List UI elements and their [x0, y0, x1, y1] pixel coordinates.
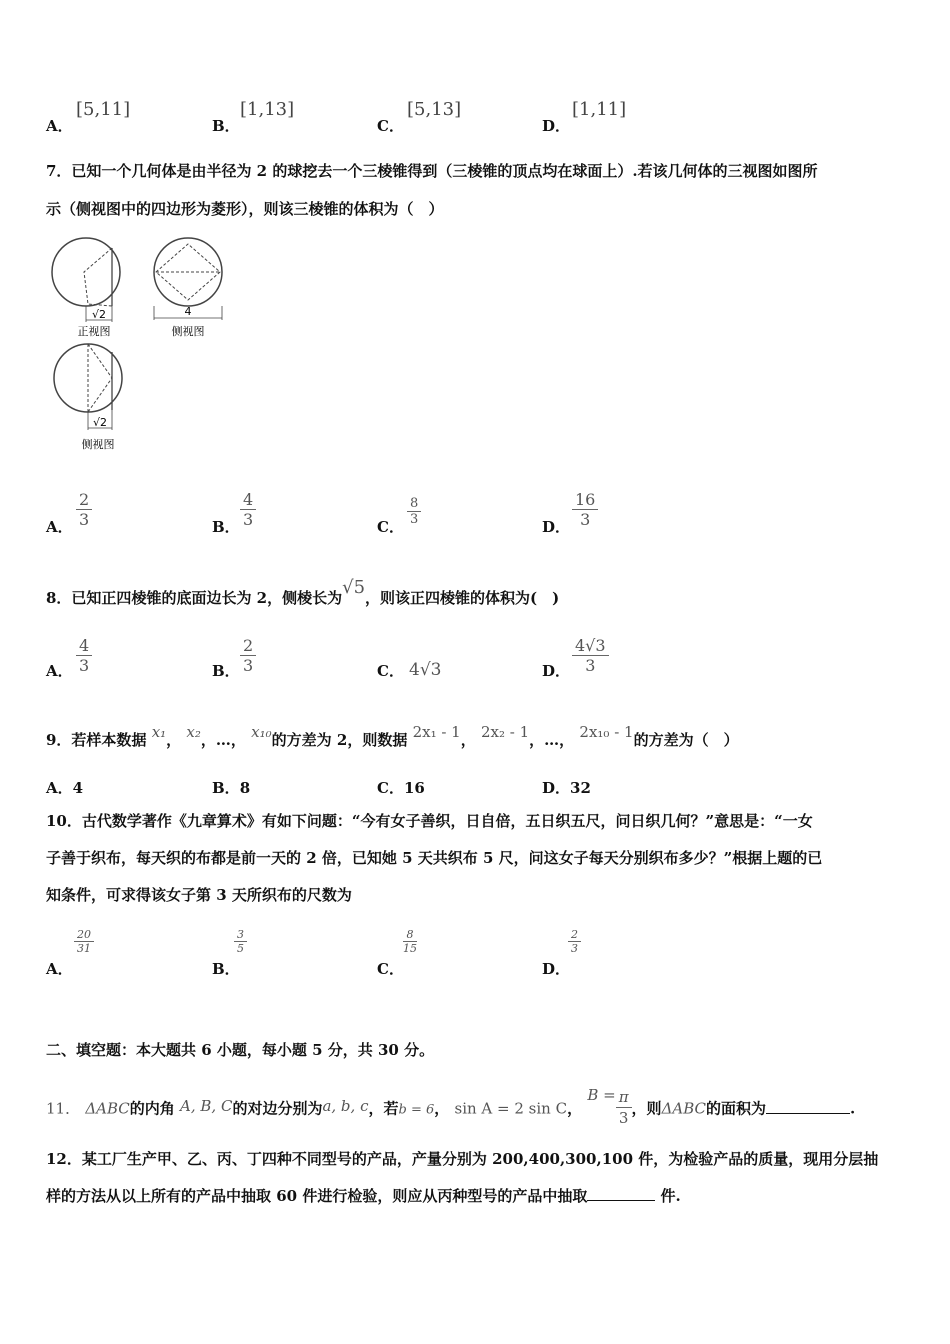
- option-fraction: [76, 636, 92, 675]
- q11-condition-b: b = 6: [398, 1102, 435, 1118]
- q9-expr-2: 2x₂ - 1: [480, 723, 530, 741]
- q11-stem: [46, 1085, 856, 1130]
- fraction-numerator: 4: [79, 636, 90, 655]
- fraction-denominator: 3: [243, 656, 254, 675]
- q8-stem: [46, 577, 560, 608]
- q9-ellipsis: ，…，: [529, 731, 575, 749]
- q9-x2: x₂: [186, 723, 201, 741]
- fraction-numerator: 4: [243, 490, 254, 509]
- fraction-numerator: 16: [575, 490, 596, 509]
- q11-answer-blank[interactable]: [766, 1113, 850, 1114]
- option-letter: D．: [542, 960, 571, 978]
- q9-sep: ，: [460, 731, 476, 749]
- top-view: [54, 344, 122, 430]
- option-letter: D．: [542, 518, 571, 536]
- q9-option-b[interactable]: [212, 777, 250, 798]
- q9-ellipsis: ，…，: [200, 731, 246, 749]
- q9-option-c[interactable]: [377, 777, 425, 798]
- option-letter: A．: [46, 117, 73, 135]
- q11-condition-sin: sin A = 2 sin C: [454, 1099, 568, 1118]
- option-letter: A．: [46, 518, 73, 536]
- fraction-denominator: 3: [585, 656, 596, 675]
- option-letter: B．: [212, 518, 240, 536]
- fraction-numerator: 4√3: [575, 636, 606, 655]
- option-letter: C．: [377, 518, 404, 536]
- option-fraction: [568, 928, 581, 955]
- option-fraction: [234, 928, 247, 955]
- fraction-numerator: 2: [79, 490, 90, 509]
- option-value: [5,11]: [76, 99, 131, 120]
- q11-text: ，: [567, 1099, 583, 1118]
- q11-angle-b: B =: [587, 1085, 616, 1104]
- q11-triangle: ΔABC: [85, 1099, 130, 1118]
- option-letter: C．: [377, 662, 404, 680]
- fraction-denominator: 15: [403, 942, 417, 955]
- fraction-numerator: 8: [410, 496, 419, 511]
- q12-stem-line2: [46, 1186, 681, 1206]
- fraction-denominator: 5: [237, 942, 244, 955]
- fraction-denominator: 3: [571, 942, 578, 955]
- front-view-label: 正视图: [77, 325, 111, 338]
- top-view-dimension: √2: [92, 416, 108, 429]
- q9-text-3: 的方差为（ ）: [633, 731, 739, 749]
- front-view: [52, 238, 120, 322]
- option-value: 16: [403, 779, 425, 797]
- option-value: 4√3: [409, 660, 442, 680]
- option-value: [1,13]: [240, 99, 295, 120]
- q6-option-b[interactable]: [212, 99, 295, 136]
- q12-stem-line1: 12．某工厂生产甲、乙、丙、丁四种不同型号的产品，产量分别为 200,400,300,100 件，为检验产品的质量，现用分层抽: [46, 1150, 879, 1168]
- q11-sides: a, b, c: [322, 1096, 369, 1115]
- option-fraction: [407, 496, 421, 527]
- fraction-numerator: 20: [77, 928, 91, 941]
- q12-text: 样的方法从以上所有的产品中抽取 60 件进行检验，则应从丙种型号的产品中抽取: [46, 1187, 588, 1205]
- option-value: 8: [239, 779, 251, 797]
- option-letter: A．: [46, 662, 73, 680]
- option-fraction: [572, 490, 598, 529]
- q8-text-before: 8．已知正四棱锥的底面边长为 2，侧棱长为: [46, 589, 343, 607]
- q9-expr-1: 2x₁ - 1: [412, 723, 461, 741]
- option-letter: B．: [212, 662, 240, 680]
- q6-option-d[interactable]: [542, 99, 627, 136]
- q9-option-a[interactable]: [46, 777, 83, 798]
- option-letter: C．: [377, 779, 404, 797]
- q6-option-c[interactable]: [377, 99, 462, 136]
- option-fraction: [76, 490, 92, 529]
- option-value: [5,13]: [407, 99, 462, 120]
- q12-text: 件.: [655, 1187, 681, 1205]
- q11-text: ，则: [631, 1099, 662, 1118]
- side-view-label: 侧视图: [171, 325, 205, 338]
- q8-radical: √5: [342, 577, 366, 598]
- q9-text-1: 9．若样本数据: [46, 731, 147, 749]
- option-value: 4: [72, 779, 84, 797]
- q11-text: 的面积为: [706, 1099, 767, 1118]
- q10-stem-line2: 子善于织布，每天织的布都是前一天的 2 倍，已知她 5 天共织布 5 尺，问这女子每天分别织布多少？”根据上题的已: [46, 849, 823, 867]
- fraction-denominator: 31: [77, 942, 91, 955]
- fraction-numerator: 3: [237, 928, 244, 941]
- fraction-numerator: 2: [571, 928, 578, 941]
- fraction-denominator: 3: [79, 510, 90, 529]
- fraction-denominator: 3: [618, 1109, 629, 1127]
- option-fraction: [572, 636, 609, 675]
- q9-expr-10: 2x₁₀ - 1: [579, 723, 634, 741]
- option-letter: A．: [46, 779, 73, 797]
- front-view-dimension: √2: [91, 308, 107, 321]
- top-view-label: 侧视图: [81, 438, 115, 451]
- fraction-numerator: π: [618, 1088, 629, 1106]
- q8-text-after: ，则该正四棱锥的体积为( ): [365, 589, 560, 607]
- q9-sep: ，: [166, 731, 182, 749]
- option-letter: A．: [46, 960, 73, 978]
- q9-text-2: 的方差为 2，则数据: [271, 731, 408, 749]
- option-letter: B．: [212, 117, 240, 135]
- q9-option-d[interactable]: [542, 777, 591, 798]
- option-letter: C．: [377, 117, 404, 135]
- fraction-denominator: 3: [580, 510, 591, 529]
- option-letter: C．: [377, 960, 404, 978]
- q11-number: 11．: [46, 1099, 81, 1118]
- q9-x10: x₁₀: [251, 723, 272, 741]
- q7-stem-line2: 示（侧视图中的四边形为菱形），则该三棱锥的体积为（ ）: [46, 200, 444, 218]
- q6-option-a[interactable]: [46, 99, 131, 136]
- q11-text: 的内角: [129, 1099, 175, 1118]
- q10-stem-line1: 10．古代数学著作《九章算术》有如下问题：“今有女子善织，日自倍，五日织五尺，问日织几何？”意思是：“一女: [46, 812, 813, 830]
- q11-fraction: [616, 1087, 632, 1128]
- fraction-denominator: 3: [79, 656, 90, 675]
- q9-x1: x₁: [151, 723, 167, 741]
- q12-answer-blank[interactable]: [587, 1200, 655, 1201]
- side-view-dimension: 4: [184, 305, 192, 318]
- q11-text: ，: [434, 1099, 450, 1118]
- option-letter: B．: [212, 960, 240, 978]
- fraction-denominator: 3: [410, 512, 419, 527]
- option-value: [1,11]: [572, 99, 627, 120]
- fraction-numerator: 8: [406, 928, 414, 941]
- fraction-denominator: 3: [243, 510, 254, 529]
- three-view-figure: [48, 234, 238, 456]
- q10-stem-line3: 知条件，可求得该女子第 3 天所织布的尺数为: [46, 886, 352, 904]
- option-fraction: [74, 928, 94, 955]
- q9-stem: [46, 723, 739, 750]
- fraction-numerator: 2: [243, 636, 254, 655]
- option-letter: D．: [542, 117, 571, 135]
- q7-stem-line1: 7．已知一个几何体是由半径为 2 的球挖去一个三棱锥得到（三棱锥的顶点均在球面上）.若该几何体的三视图如图所: [46, 162, 818, 180]
- section-heading: 二、填空题：本大题共 6 小题，每小题 5 分，共 30 分。: [46, 1041, 435, 1059]
- q11-text: ，若: [368, 1099, 399, 1118]
- option-fraction: [240, 636, 256, 675]
- q11-angles: A, B, C: [180, 1096, 233, 1115]
- option-fraction: [403, 928, 417, 955]
- q11-triangle: ΔABC: [661, 1099, 707, 1118]
- option-value: 32: [570, 779, 591, 797]
- option-letter: B．: [212, 779, 240, 797]
- option-letter: D．: [542, 662, 571, 680]
- option-fraction: [240, 490, 256, 529]
- q11-end: .: [850, 1099, 856, 1118]
- option-letter: D．: [542, 779, 571, 797]
- q11-text: 的对边分别为: [232, 1099, 323, 1118]
